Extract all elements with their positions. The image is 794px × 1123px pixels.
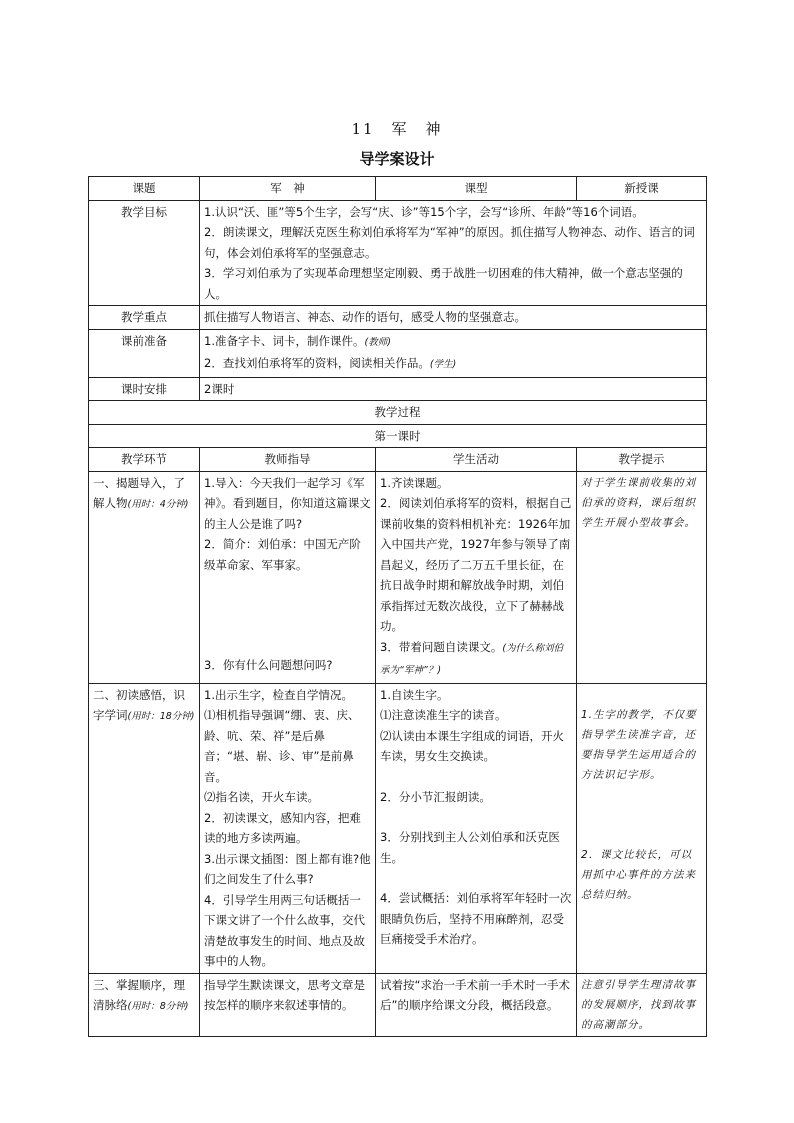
stage-cell	[89, 973, 200, 1036]
stage-cell	[89, 471, 200, 683]
stage-time: (用时：4分钟)	[127, 499, 189, 510]
tip-item: 2．课文比较长，可以用抓中心事件的方法来总结归纳。	[581, 848, 696, 901]
topic-value: 军 神	[200, 177, 376, 201]
preparation-item: 2．查找刘伯承将军的资料，阅读相关作品。	[204, 356, 430, 370]
tip-item: 注意引导学生理清故事的发展顺序，找到故事的高潮部分。	[581, 978, 696, 1031]
process-row	[89, 973, 707, 1036]
objectives-content	[200, 200, 707, 306]
teacher-guidance	[200, 683, 376, 973]
student-item: 3．带着问题自读课文。	[380, 639, 503, 654]
key-points-row	[89, 306, 707, 330]
process-row	[89, 683, 707, 973]
objectives-row	[89, 200, 707, 306]
student-item: 2．阅读刘伯承将军的资料，根据自己课前收集的资料相机补充：1926年加入中国共产党，1927年参与领导了南昌起义，经历了二万五千里长征，在抗日战争时期和解放战争时期，刘伯承指挥过无数次战役，立下了赫赫战功。	[380, 496, 572, 633]
teacher-item: 2．简介：刘伯承：中国无产阶级革命家、军事家。	[204, 537, 361, 572]
objectives-label: 教学目标	[89, 200, 200, 306]
teaching-tip	[577, 471, 707, 683]
preparation-row	[89, 329, 707, 377]
column-header: 教师指导	[200, 448, 376, 472]
student-activity	[376, 683, 577, 973]
teacher-item: 4．引导学生用两三句话概括一下课文讲了一个什么故事，交代清楚故事发生的时间、地点及故事中的人物。	[204, 892, 365, 968]
teacher-item: 1.出示生字，检查自学情况。	[204, 687, 353, 702]
schedule-row	[89, 377, 707, 401]
preparation-label: 课前准备	[89, 329, 200, 377]
lesson-title-row	[89, 424, 707, 448]
student-item: 2．分小节汇报朗读。	[380, 789, 491, 804]
stage-name: 三、掌握顺序，理清脉络	[93, 977, 185, 1012]
stage-cell	[89, 683, 200, 973]
student-item: 1.自读生字。	[380, 687, 449, 702]
student-item: 4．尝试概括：刘伯承将军年轻时一次眼睛负伤后，坚持不用麻醉剂，忍受巨痛接受手术治疗。	[380, 891, 572, 946]
teacher-item: 指导学生默读课文，思考文章是按怎样的顺序来叙述事情的。	[204, 977, 365, 1012]
page-subtitle: 导学案设计	[359, 150, 435, 168]
lesson-plan-table	[88, 176, 707, 1037]
preparation-item: 1.准备字卡、词卡，制作课件。	[204, 333, 365, 348]
teacher-guidance	[200, 471, 376, 683]
type-label: 课型	[376, 177, 577, 201]
process-title-row	[89, 401, 707, 425]
type-value: 新授课	[577, 177, 707, 201]
stage-name: 二、初读感悟，识字学词	[93, 687, 185, 722]
stage-time: (用时：8分钟)	[127, 1001, 189, 1012]
student-item: 3．分别找到主人公刘伯承和沃克医生。	[380, 830, 560, 865]
teacher-guidance	[200, 973, 376, 1036]
teacher-item: 3.出示课文插图：图上都有谁?他们之间发生了什么事?	[204, 851, 371, 886]
student-activity	[376, 471, 577, 683]
teacher-item: 1.导入：今天我们一起学习《军神》。看到题目，你知道这篇课文的主人公是谁了吗?	[204, 475, 371, 531]
preparation-content	[200, 329, 707, 377]
stage-time: (用时：18分钟)	[127, 711, 195, 722]
process-row	[89, 471, 707, 683]
preparation-note: (教师)	[364, 336, 391, 348]
student-note: (为什么称刘伯承为“军神”？)	[380, 642, 564, 676]
schedule-label: 课时安排	[89, 377, 200, 401]
student-activity	[376, 973, 577, 1036]
column-header: 学生活动	[376, 448, 577, 472]
column-header: 教学环节	[89, 448, 200, 472]
teaching-tip	[577, 973, 707, 1036]
teacher-item: ⑵指名读，开火车读。	[204, 790, 319, 804]
student-item: 试着按“求治一手术前一手术时一手术后”的顺序给课文分段，概括段意。	[380, 977, 570, 1012]
objective-item: 3．学习刘伯承为了实现革命理想坚定刚毅、勇于战胜一切困难的伟大精神，做一个意志坚强的人。	[204, 266, 683, 301]
header-row	[89, 177, 707, 201]
process-title: 教学过程	[89, 401, 707, 425]
teacher-item: ⑴相机指导强调“绷、衷、庆、龄、吭、荣、祥”是后鼻音；“堪、崭、诊、审”是前鼻音。	[204, 708, 360, 784]
tip-item: 1.生字的教学，不仅要指导学生读准字音，还要指导学生运用适合的方法识记字形。	[581, 708, 697, 781]
teacher-item: 2．初读课文，感知内容，把难读的地方多读两遍。	[204, 810, 361, 845]
key-points-value: 抓住描写人物语言、神态、动作的语句，感受人物的坚强意志。	[200, 306, 707, 330]
preparation-note: (学生)	[429, 359, 457, 370]
student-item: ⑴注意读准生字的读音。	[380, 708, 507, 722]
student-item: ⑵认读由本课生字组成的词语，开火车读，男女生交换读。	[380, 728, 564, 763]
teacher-item: 3．你有什么问题想问吗?	[204, 658, 333, 672]
student-item: 1.齐读课题。	[380, 475, 449, 490]
key-points-label: 教学重点	[89, 306, 200, 330]
column-header: 教学提示	[577, 448, 707, 472]
tip-item: 对于学生课前收集的刘伯承的资料，课后组织学生开展小型故事会。	[581, 476, 696, 529]
lesson-title: 第一课时	[89, 424, 707, 448]
stage-name: 一、揭题导入，了解人物	[93, 475, 185, 510]
objective-item: 1.认识“沃、匪”等5个生字，会写“庆、诊”等15个字，会写“诊所、年龄”等16个词语。	[204, 204, 644, 219]
teaching-tip	[577, 683, 707, 973]
page-title: 11 军 神	[351, 120, 443, 138]
schedule-value: 2课时	[200, 377, 707, 401]
objective-item: 2．朗读课文，理解沃克医生称刘伯承将军为“军神”的原因。抓住描写人物神态、动作、语言的词句，体会刘伯承将军的坚强意志。	[204, 225, 695, 260]
process-header-row	[89, 448, 707, 472]
topic-label: 课题	[89, 177, 200, 201]
